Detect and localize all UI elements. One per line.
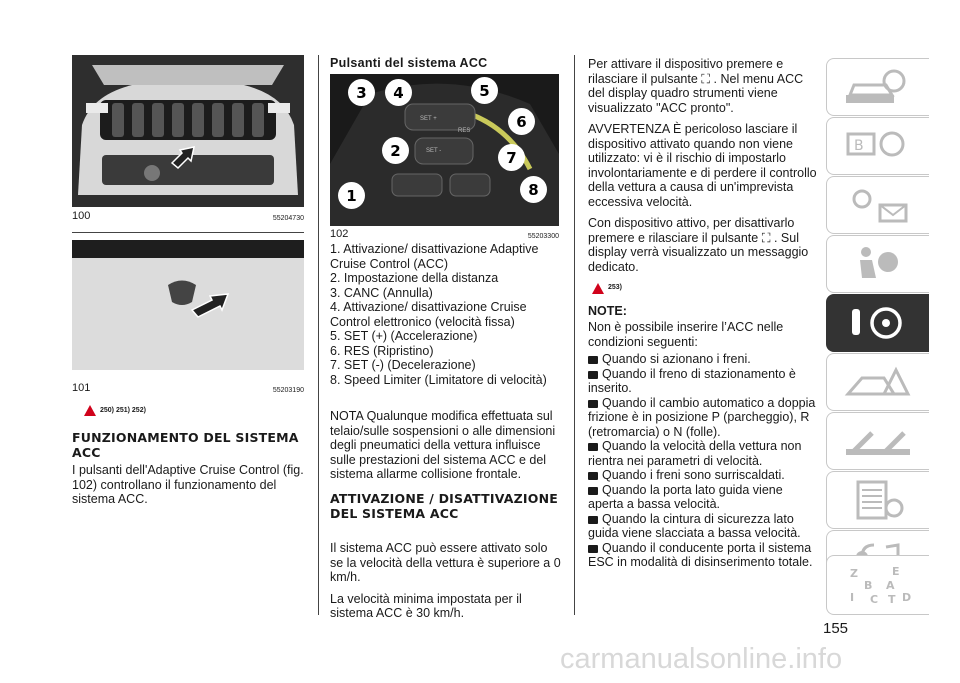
tab-maintenance[interactable] [826, 412, 929, 470]
activation-text: Il sistema ACC può essere attivato solo se la velocità della vettura è superiore a 0 km/h. La velocità minima impostata per il sistema ACC è 30 km/h. [330, 541, 561, 620]
bullet-square-icon [588, 356, 598, 364]
watermark: carmanualsonline.info [560, 643, 843, 675]
callout-1: 1 [338, 182, 365, 209]
note-label: NOTE: [588, 303, 627, 318]
callout-6: 6 [508, 108, 535, 135]
airbag-seat-icon [842, 242, 914, 286]
svg-text:B: B [854, 138, 864, 154]
acc-button-icon: ⛶ [761, 230, 771, 245]
note-intro: Non è possibile inserire l’ACC nelle condizioni seguenti: [588, 320, 784, 349]
maintenance-list-icon [842, 478, 914, 522]
svg-text:B: B [864, 579, 873, 592]
figure-101-caption [72, 382, 304, 394]
svg-text:E: E [892, 565, 900, 578]
svg-text:C: C [870, 593, 879, 606]
section-heading: FUNZIONAMENTO DEL SISTEMA ACC [72, 430, 299, 460]
svg-text:Z: Z [850, 567, 858, 580]
nota-paragraph: NOTA Qualunque modifica effettuata sul telaio/sulle sospensioni o alle dimensioni degli pneumatici della vettura influisce sulle prestazioni del sistema ACC e del sistema allarme collisione frontale. [330, 409, 556, 481]
figure-101-radar-sensor [72, 240, 304, 370]
tab-starting-driving[interactable] [826, 294, 929, 352]
list-item: 4. Attivazione/ disattivazione Cruise Control elettronico (velocità fissa) [330, 300, 527, 329]
note-bullet: Quando il conducente porta il sistema ESC in modalità di disinserimento totale. [588, 540, 813, 569]
note-bullet: Quando la porta lato guida viene aperta a bassa velocità. [588, 482, 783, 511]
index-letters-icon [842, 563, 914, 607]
warning-refs: 250) 251) 252) [84, 405, 146, 416]
figure-100-caption [72, 210, 304, 222]
bullet-square-icon [588, 443, 598, 451]
svg-text:RES: RES [458, 128, 471, 134]
list-item: 3. CANC (Annulla) [330, 285, 433, 300]
figure-code: 55203300 [527, 233, 559, 240]
page-number: 155 [823, 620, 849, 637]
callout-5: 5 [471, 77, 498, 104]
note-bullet: Quando il cambio automatico a doppia frizione è in posizione P (parcheggio), R (retromarcia) o N (folle). [588, 395, 816, 439]
buttons-heading: Pulsanti del sistema ACC [330, 56, 488, 70]
lights-mail-icon [842, 183, 914, 227]
tools-icon [842, 419, 914, 463]
svg-text:SET -: SET - [426, 148, 442, 154]
bullet-square-icon [588, 472, 598, 480]
callout-2: 2 [382, 137, 409, 164]
figure-100-car-front [72, 55, 304, 207]
list-item: 2. Impostazione della distanza [330, 271, 499, 285]
car-info-icon [842, 65, 914, 109]
figure-code: 55204730 [272, 215, 304, 222]
bullet-square-icon [588, 487, 598, 495]
acc-button-icon: ⛶ [701, 71, 711, 86]
column-divider [574, 55, 575, 615]
note-bullet: Quando il freno di stazionamento è inserito. [588, 366, 796, 395]
warning-triangle-icon [84, 405, 96, 416]
tab-dashboard-warnings[interactable] [826, 117, 929, 175]
svg-text:A: A [886, 579, 895, 592]
figure-code: 55203190 [272, 387, 304, 394]
callout-7: 7 [498, 144, 525, 171]
list-item: 1. Attivazione/ disattivazione Adaptive Cruise Control (ACC) [330, 242, 539, 271]
figure-102-caption [330, 228, 559, 240]
warning-triangle-icon [592, 283, 604, 294]
figure-102-steering-buttons [330, 74, 559, 226]
bullet-square-icon [588, 516, 598, 524]
dashboard-warning-icon [842, 124, 914, 168]
bullet-square-icon [588, 400, 598, 408]
road-warning-icon [842, 360, 914, 404]
callout-3: 3 [348, 79, 375, 106]
column-divider [318, 55, 319, 615]
svg-text:T: T [888, 593, 896, 606]
list-item: 5. SET (+) (Accelerazione) [330, 329, 478, 343]
intro-paragraph: I pulsanti dell'Adaptive Cruise Control (fig. 102) controllano il funzionamento del sistema ACC. [72, 463, 304, 506]
bullet-square-icon [588, 371, 598, 379]
tab-index[interactable] [826, 555, 929, 615]
svg-text:SET +: SET + [420, 116, 437, 122]
activation-heading: ATTIVAZIONE / DISATTIVAZIONE DEL SISTEMA ACC [330, 491, 558, 521]
column-3-text: Per attivare il dispositivo premere e rilasciare il pulsante ⛶ . Nel menu ACC del display quadro strumenti viene visualizzato "ACC pronto". AVVERTENZA È pericoloso lasciare il dispositivo attivato quando non viene utilizzato: vi è il rischio di impostarlo involontariamente e di perdere il controllo della vettura a causa di un'imprevista eccessiva velocità. Con dispositivo attivo, per disattivarlo premere e rilasciare il pulsante ⛶ . Sul display verrà visualizzato un messaggio dedicato. 253) NOTE: Non è possibile inserire l’ACC nelle condizioni seguenti: Quando si azionano i freni. Quando il freno di stazionamento è inserito. Quando il cambio automatico a doppia frizione è in posizione P (parcheggio), R (retromarcia) o N (folle). Quando la velocità della vettura non rientra nei parametri di velocità. Quando i freni sono surriscaldati. Quando la porta lato guida viene aperta a bassa velocità. Quando la cintura di sicurezza lato guida viene slacciata a bassa velocità. Quando il conducente porta il sistema ESC in modalità di disinserimento totale. [588, 57, 820, 570]
buttons-list [330, 242, 562, 387]
bullet-square-icon [588, 545, 598, 553]
tab-technical-data[interactable] [826, 471, 929, 529]
note-bullet: Quando si azionano i freni. [588, 352, 820, 367]
list-item: 6. RES (Ripristino) [330, 343, 434, 358]
figure-number: 102 [330, 228, 349, 240]
svg-text:D: D [902, 591, 912, 604]
callout-8: 8 [520, 176, 547, 203]
figure-number: 101 [72, 382, 91, 394]
key-steering-wheel-icon [842, 301, 914, 345]
note-bullet: Quando la velocità della vettura non rientra nei parametri di velocità. [588, 439, 802, 468]
note-bullet: Quando la cintura di sicurezza lato guida viene slacciata a bassa velocità. [588, 511, 801, 540]
svg-text:I: I [850, 591, 855, 604]
tab-lights-messages[interactable] [826, 176, 929, 234]
tab-emergency[interactable] [826, 353, 929, 411]
list-item: 8. Speed Limiter (Limitatore di velocità) [330, 372, 547, 387]
divider [72, 232, 304, 233]
warning-ref: 253) [592, 281, 820, 296]
tab-car-info[interactable] [826, 58, 929, 116]
figure-number: 100 [72, 210, 91, 222]
list-item: 7. SET (-) (Decelerazione) [330, 358, 476, 372]
callout-4: 4 [385, 79, 412, 106]
tab-airbag-safety[interactable] [826, 235, 929, 293]
note-bullet: Quando i freni sono surriscaldati. [588, 468, 820, 483]
